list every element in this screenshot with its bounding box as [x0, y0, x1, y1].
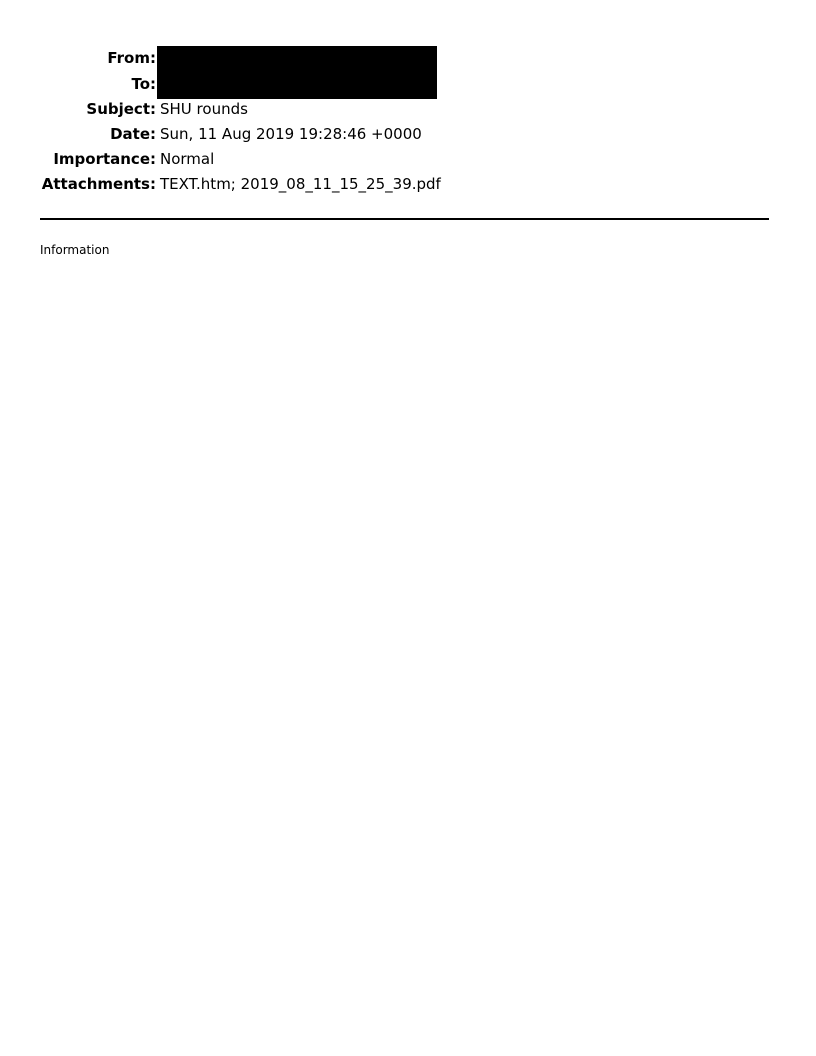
importance-label: Importance:: [53, 150, 156, 168]
attachments-value: TEXT.htm; 2019_08_11_15_25_39.pdf: [160, 175, 441, 193]
header-divider: [40, 218, 769, 220]
from-label: From:: [107, 49, 156, 67]
attachments-row: [0, 172, 816, 197]
redaction-box: [157, 46, 437, 99]
date-row: [0, 122, 816, 147]
subject-row: [0, 97, 816, 122]
date-label: Date:: [110, 125, 156, 143]
to-label: To:: [131, 75, 156, 93]
attachments-label: Attachments:: [41, 175, 156, 193]
importance-row: [0, 147, 816, 172]
subject-label: Subject:: [86, 100, 156, 118]
email-body: Information: [40, 243, 110, 257]
subject-value: SHU rounds: [160, 100, 248, 118]
date-value: Sun, 11 Aug 2019 19:28:46 +0000: [160, 125, 422, 143]
importance-value: Normal: [160, 150, 215, 168]
